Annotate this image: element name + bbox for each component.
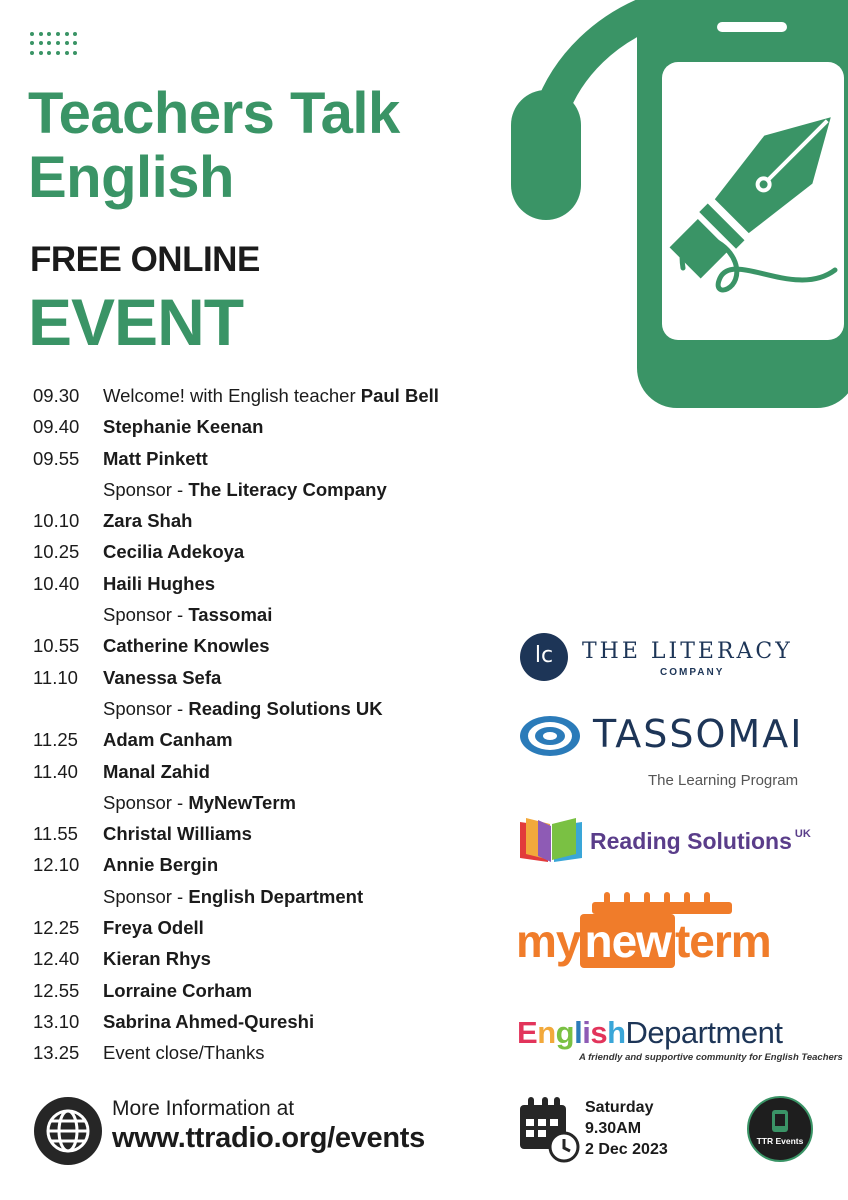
schedule-time: 09.30 — [33, 385, 80, 406]
schedule-prefix: Sponsor - — [103, 478, 189, 500]
schedule-time: 12.40 — [33, 948, 80, 970]
mynewterm-my: my — [516, 915, 581, 967]
schedule-time: 11.55 — [33, 823, 78, 845]
schedule-row — [33, 756, 503, 787]
schedule-row — [33, 505, 503, 536]
schedule-speaker: Lorraine Corham — [103, 979, 253, 1001]
literacy-company-sub: COMPANY — [660, 667, 725, 678]
dot-grid-decoration — [30, 32, 82, 60]
english-letter: g — [555, 1015, 575, 1050]
department-text: Department — [625, 1015, 783, 1050]
ttr-events-badge — [747, 1096, 813, 1162]
open-book-icon — [518, 816, 584, 864]
radio-phone-icon — [769, 1108, 791, 1134]
schedule-time: 10.25 — [33, 541, 80, 563]
tassomai-logo — [518, 712, 818, 796]
schedule-description — [103, 756, 210, 787]
schedule-time: 11.10 — [33, 666, 78, 688]
schedule-description — [103, 818, 252, 849]
event-date: 2 Dec 2023 — [585, 1141, 668, 1158]
schedule-speaker: Zara Shah — [103, 510, 193, 532]
schedule-row — [33, 630, 503, 661]
schedule-speaker: Matt Pinkett — [103, 447, 208, 469]
schedule-description — [103, 787, 296, 818]
english-letter: h — [607, 1015, 626, 1050]
title-line-2: English — [28, 145, 234, 210]
schedule-description — [103, 662, 221, 693]
schedule-description — [103, 1037, 264, 1068]
event-schedule — [33, 380, 503, 1069]
mynewterm-name — [516, 914, 771, 968]
calendar-rings-icon — [592, 892, 732, 914]
schedule-prefix: Sponsor - — [103, 885, 189, 907]
schedule-speaker: Freya Odell — [103, 917, 204, 939]
schedule-row — [33, 818, 503, 849]
schedule-description — [103, 912, 204, 943]
schedule-description — [103, 443, 208, 474]
schedule-description — [103, 380, 439, 411]
schedule-speaker: Paul Bell — [360, 385, 439, 406]
schedule-row — [33, 568, 503, 599]
schedule-time: 10.10 — [33, 510, 80, 532]
english-letter: s — [590, 1015, 608, 1050]
schedule-time: 12.10 — [33, 854, 80, 876]
schedule-speaker: Stephanie Keenan — [103, 416, 264, 438]
schedule-row — [33, 380, 503, 411]
schedule-description — [103, 474, 387, 505]
title-line-1: Teachers Talk — [28, 81, 400, 146]
schedule-row — [33, 693, 503, 724]
english-multicolor-text — [517, 1015, 626, 1050]
english-letter: i — [582, 1015, 591, 1050]
schedule-row — [33, 881, 503, 912]
schedule-time — [33, 787, 103, 818]
schedule-row — [33, 662, 503, 693]
schedule-speaker: Catherine Knowles — [103, 635, 270, 657]
schedule-prefix: Event close/Thanks — [103, 1042, 265, 1064]
website-link[interactable]: www.ttradio.org/events — [112, 1122, 425, 1154]
schedule-description — [103, 943, 211, 974]
schedule-time: 09.55 — [33, 447, 80, 469]
schedule-time — [33, 693, 103, 724]
schedule-row — [33, 943, 503, 974]
schedule-description — [103, 975, 252, 1006]
schedule-description — [103, 568, 215, 599]
schedule-time: 09.40 — [33, 416, 80, 438]
schedule-row — [33, 1037, 503, 1068]
tassomai-tagline: The Learning Program — [648, 772, 799, 789]
schedule-row — [33, 443, 503, 474]
schedule-row — [33, 787, 503, 818]
schedule-description — [103, 724, 233, 755]
more-info-label: More Information at — [112, 1097, 295, 1120]
calendar-clock-icon — [518, 1097, 580, 1163]
schedule-description — [103, 881, 363, 912]
schedule-row — [33, 912, 503, 943]
mynewterm-term: term — [674, 915, 771, 967]
schedule-description — [103, 693, 383, 724]
schedule-speaker: Reading Solutions UK — [188, 697, 383, 719]
schedule-time: 11.40 — [33, 760, 78, 782]
english-letter: E — [517, 1015, 538, 1050]
schedule-row — [33, 849, 503, 880]
english-department-logo — [517, 1015, 843, 1070]
schedule-time: 13.25 — [33, 1042, 80, 1064]
reading-solutions-text: Reading Solutions — [590, 828, 792, 854]
schedule-row — [33, 975, 503, 1006]
schedule-description — [103, 536, 244, 567]
mynewterm-new: new — [580, 914, 674, 968]
schedule-speaker: Christal Williams — [103, 823, 252, 845]
schedule-speaker: English Department — [188, 885, 364, 907]
schedule-time — [33, 474, 103, 505]
schedule-description — [103, 1006, 314, 1037]
schedule-speaker: Manal Zahid — [103, 760, 210, 782]
schedule-row — [33, 599, 503, 630]
schedule-speaker: Haili Hughes — [103, 572, 216, 594]
schedule-speaker: Annie Bergin — [103, 854, 219, 876]
phone-headphones-pen-illustration — [505, 0, 848, 410]
english-department-name — [517, 1015, 782, 1051]
schedule-row — [33, 411, 503, 442]
schedule-speaker: Vanessa Sefa — [103, 666, 222, 688]
schedule-row — [33, 724, 503, 755]
schedule-speaker: Cecilia Adekoya — [103, 541, 245, 563]
subtitle-free-online: FREE ONLINE — [30, 240, 260, 279]
schedule-speaker: Sabrina Ahmed-Qureshi — [103, 1010, 315, 1032]
schedule-time: 10.40 — [33, 572, 80, 594]
target-icon — [518, 714, 582, 758]
literacy-company-name: THE LITERACY — [582, 639, 793, 664]
schedule-speaker: Adam Canham — [103, 729, 233, 751]
subtitle-event: EVENT — [28, 285, 244, 359]
schedule-speaker: Kieran Rhys — [103, 948, 211, 970]
globe-icon — [34, 1097, 102, 1165]
event-time: 9.30AM — [585, 1120, 642, 1137]
schedule-description — [103, 411, 263, 442]
tassomai-name: TASSOMAI — [593, 712, 804, 756]
schedule-speaker: MyNewTerm — [188, 791, 296, 813]
event-date-time — [585, 1097, 668, 1160]
schedule-description — [103, 849, 218, 880]
schedule-speaker: Tassomai — [188, 604, 273, 626]
schedule-description — [103, 505, 192, 536]
english-department-tagline: A friendly and supportive community for English Teachers — [579, 1052, 843, 1063]
schedule-prefix: Sponsor - — [103, 791, 189, 813]
lc-mark-icon: lc — [520, 633, 568, 681]
schedule-row — [33, 536, 503, 567]
english-letter: l — [574, 1015, 583, 1050]
schedule-time: 13.10 — [33, 1010, 80, 1032]
schedule-time — [33, 881, 103, 912]
reading-solutions-logo — [518, 816, 818, 866]
reading-solutions-uk: UK — [794, 828, 811, 840]
schedule-time — [33, 599, 103, 630]
page-title — [28, 82, 498, 210]
schedule-time: 12.55 — [33, 979, 80, 1001]
event-day: Saturday — [585, 1099, 654, 1116]
schedule-prefix: Sponsor - — [103, 697, 189, 719]
english-letter: n — [537, 1015, 556, 1050]
schedule-prefix: Welcome! with English teacher — [103, 385, 361, 406]
reading-solutions-name — [590, 828, 811, 855]
schedule-speaker: The Literacy Company — [188, 478, 387, 500]
schedule-prefix: Sponsor - — [103, 604, 189, 626]
mynewterm-logo — [516, 892, 816, 982]
schedule-row — [33, 1006, 503, 1037]
schedule-time: 10.55 — [33, 635, 80, 657]
schedule-time: 11.25 — [33, 729, 78, 751]
schedule-time: 12.25 — [33, 917, 80, 939]
ttr-events-label: TTR Events — [756, 1136, 804, 1146]
schedule-description — [103, 630, 270, 661]
schedule-description — [103, 599, 272, 630]
schedule-row — [33, 474, 503, 505]
literacy-company-logo — [520, 633, 820, 687]
